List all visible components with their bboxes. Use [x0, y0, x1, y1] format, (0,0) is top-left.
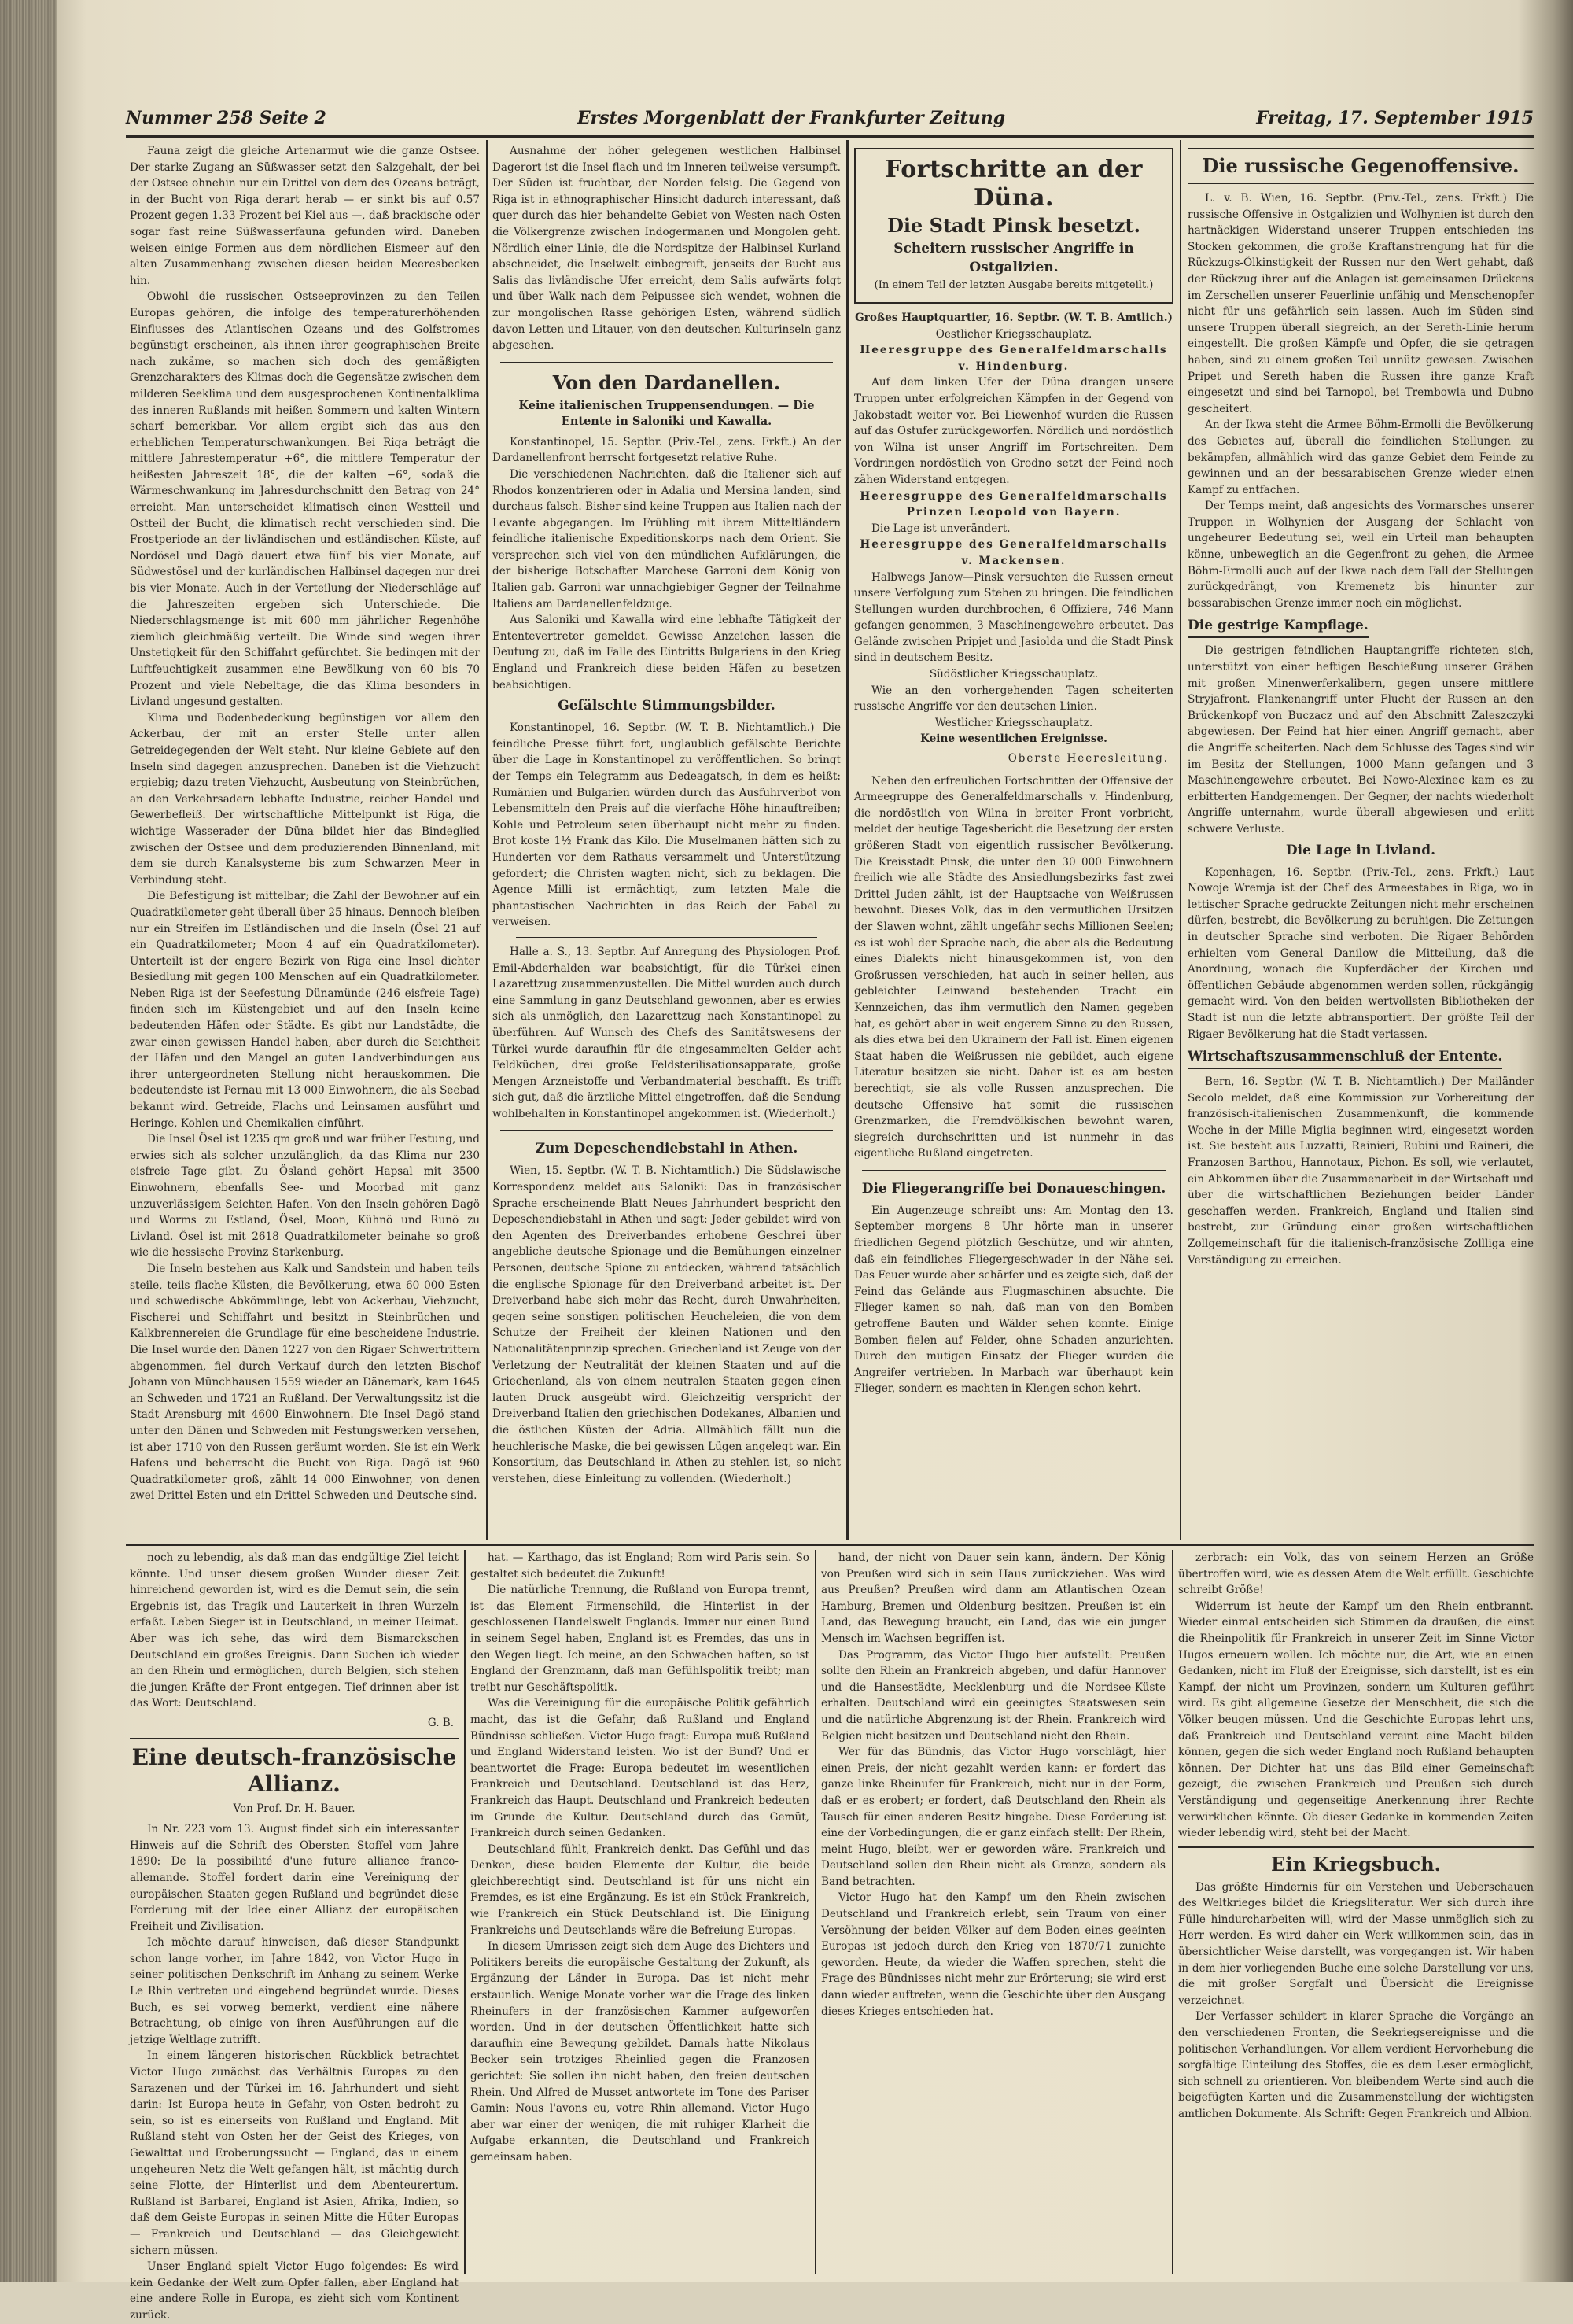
feuilleton-paragraph: In Nr. 223 vom 13. August findet sich ein interessanter Hinweis auf die Schrift des Obersten Stoffel vom Jahre 1890: De la possibilité d'une future alliance franco-allemande. Stoffel fordert darin eine Vereinigung der europäischen Staaten gegen Rußland und begründet diese Forderung mit der Idee einer Allianz der europäischen Freiheit und Zivilisation. — [130, 1823, 459, 1933]
col4-paragraph: Die gestrigen feindlichen Hauptangriffe richteten sich, unterstützt von einer heftigen Beschießung unserer Gräben mit großen Minenwerferkalibern, gegen unsere mittlere Stryjafront. Flankenangriff unter Flucht der Russen an den Brückenkopf von Buczacz und auf den Abschnitt Zaleszczyki abgewiesen. Der Feind hat hier einen Angriff gemacht, aber die Angriffe scheiterten. Nach dem Schlusse des Tages sind wir im Besitz der Stellungen, 1000 Mann gefangen und 3 Maschinengewehre erbeutet. Bei Nowo-Alexinec kam es zu erbitterten Handgemengen. Der Gegner, der nachts wiederholt Angriffe unternahm, wurde überall abgewiesen und erlitt schwere Verluste. — [1188, 644, 1534, 836]
separator — [130, 1738, 459, 1739]
army-group-mackensen: Heeresgruppe des Generalfeldmarschalls v. Mackensen. — [860, 538, 1168, 567]
col2-paragraph: Konstantinopel, 16. Septbr. (W. T. B. Nichtamtlich.) Die feindliche Presse führt fort, unglaublich gefälschte Berichte über die Lage in Konstantinopel zu veröffentlichen. So bringt der Temps ein Telegramm aus Dedeagatsch, in dem es heißt: Rumänien und Bulgarien würden durch das Ausfuhrverbot von Lebensmitteln den Preis auf die vierfache Höhe hinauftreiben; Kohle und Petroleum seien überhaupt nicht mehr zu finden. Brot koste 1½ Frank das Kilo. Die Muselmanen hätten sich zu Hunderten vor dem Rathaus versammelt und Unterstützung gefordert; die Christen wagten nicht, sich zu beklagen. Die Agence Milli ist ermächtigt, zum letzten Male die phantastischen Nachrichten in das Reich der Fabel zu verweisen. — [492, 721, 841, 929]
feuilleton-paragraph: Wer für das Bündnis, das Victor Hugo vorschlägt, hier einen Preis, der nicht gezahlt werden kann: er fordert das ganze linke Rheinufer für Frankreich, nicht nur in der Form, daß er es erobert; er fordert, daß Deutschland den Rhein als Tausch für einen anderen Besitz hingebe. Diese Forderung ist eine der Vorbedingungen, die er ganz einfach stellt: Der Rhein, meint Hugo, bleibt, wer er geworden wäre. Frankreich und Deutschland sollen den Rhein nicht als Grenze, sondern als Band betrachten. — [821, 1746, 1166, 1888]
col2-paragraph: Wien, 15. Septbr. (W. T. B. Nichtamtlich.) Die Südslawische Korrespondenz meldet aus Saloniki: Das in französischer Sprache erscheinende Blatt Neues Jahrhundert bespricht den Depeschendiebstahl in Athen und sagt: Jeder gebildet wird von den Agenten des Dreiverbandes erhobene Geschrei über angebliche deutsche Spionage und die Bemühungen einzelner Personen, deutsche Spione zu entdecken, während tatsächlich die englische Spionage für den Dreiverband arbeitet ist. Der Dreiverband habe sich mehr das Recht, durch Unwahrheiten, gegen seine sonstigen politischen Heucheleien, die von dem Schutze der Freiheit der kleinen Nationen und den Nationalitätenprinzip sprechen. Griechenland ist Zeuge von der Verletzung der Neutralität der kleinen Staaten und auf die Griechenland, als von einem neutralen Staaten gegen einen lauten Druck ausgeübt wird. Gleichzeitig verspricht der Dreiverband Italien den griechischen Dodekanes, Albanien und die östlichen Küsten der Adria. Allmählich fällt nun die heuchlerische Maske, die bei gewissen Lügen angelegt war. Ein Konsortium, das Deutschland in Athen zu stehlen ist, so nicht verstehen, diese Einleitung zu vollenden. (Wiederholt.) — [492, 1164, 841, 1485]
author-initials: G. B. — [427, 1716, 454, 1729]
column-rule-1 — [486, 140, 488, 1540]
bottom-column-3 — [821, 1550, 1166, 2270]
headline-dardanellen: Von den Dardanellen. — [552, 371, 781, 394]
headline-allianz: Eine deutsch-französische Allianz. — [131, 1743, 457, 1797]
section-east: Oestlicher Kriegsschauplatz. — [935, 327, 1092, 341]
feuilleton-intro: noch zu lebendig, als daß man das endgültige Ziel leicht könnte. Und unser diesem großen Wunder dieser Zeit hinreichend geworden ist, wird es die Demut sein, die sein Ergebnis ist, das Tragik und Lauterkeit in ihren Wurzeln erfaßt. Leben Sieger ist in Deutschland, in meiner Heimat. Aber was ich sehe, das wird dem Bismarckschen Deutschland ein großes Ereignis. Dann Suchen ich wieder an den Rhein und ermöglichen, durch Belgien, sich stehen die jungen Kräfte der Front entgegen. Tief drinnen aber ist das Wort: Deutschland. — [130, 1551, 459, 1710]
headline-fliegerangriffe: Die Fliegerangriffe bei Donaueschingen. — [861, 1180, 1166, 1197]
signature-ohl: Oberste Heeresleitung. — [1008, 752, 1169, 765]
army-group-leopold: Heeresgruppe des Generalfeldmarschalls Prinzen Leopold von Bayern. — [860, 489, 1168, 519]
bottom-rule-3 — [1172, 1550, 1173, 2274]
separator — [516, 937, 817, 938]
note-previous-edition: (In einem Teil der letzten Ausgabe bereits mitgeteilt.) — [874, 279, 1154, 291]
col1-paragraph: Die Inseln bestehen aus Kalk und Sandstein und haben teils steile, teils flache Küsten, die Bevölkerung, etwa 60 000 Esten und schwedische Abkömmlinge, lebt von Ackerbau, Viehzucht, Fischerei und Schiffahrt und besitzt in Steinbrüchen und Kalkbrennereien die Grundlage für eine bescheidene Industrie. Die Insel wurde den Dänen 1227 von den Rigaer Schwertrittern abgenommen, fiel durch Verkauf durch den letzten Bischof Johann von Münchhausen 1559 wieder an Dänemark, kam 1645 an Schweden und 1721 an Rußland. Der Verwaltungssitz ist die Stadt Arensburg mit 4600 Einwohnern. Die Insel Dagö stand unter den Dänen und Schweden mit Festungswerken versehen, ist aber 1710 von den Russen geräumt worden. Sie ist ein Werk Hafens und beherrscht die Bucht von Riga. Dagö ist 960 Quadratkilometer groß, zählt 14 000 Einwohner, von denen zwei Drittel Esten und ein Drittel Schweden und Deutsche sind. — [130, 1262, 480, 1503]
feuilleton-paragraph: Deutschland fühlt, Frankreich denkt. Das Gefühl und das Denken, diese beiden Elemente der Kultur, die beide gleichberechtigt sind. Deutschland ist für uns nicht ein Fremdes, es ist eine Ergänzung. Es ist ein Stück Frankreich, wie Frankreich ein Stück Deutschland ist. Die Einigung Frankreichs und Deutschlands wäre die Befreiung Europas. — [470, 1843, 809, 1937]
feuilleton-paragraph: Das Programm, das Victor Hugo hier aufstellt: Preußen sollte den Rhein an Frankreich abgeben, und dafür Hannover und die Hansestädte, Mecklenburg und die Nordsee-Küste erhalten. Deutschland wird ein geeinigtes Staatswesen sein und die natürliche Abgrenzung ist der Rhein. Frankreich wird Belgien nicht besitzen und Deutschland nicht den Rhein. — [821, 1648, 1166, 1743]
feuilleton-paragraph: zerbrach: ein Volk, das von seinem Herzen an Größe übertroffen wird, wie es dessen Atem die Welt erfüllt. Geschichte schreibt Größe! — [1178, 1551, 1534, 1597]
col4-paragraph: An der Ikwa steht die Armee Böhm-Ermolli die Bevölkerung des Gebietes auf, überall die feindlichen Stellungen zu bekämpfen, allmählich wird das ganze Gebiet dem Feinde zu gewinnen und an der bessarabischen Grenze wieder einen Kampf zu entfachen. — [1188, 419, 1534, 496]
col1-paragraph: Fauna zeigt die gleiche Artenarmut wie die ganze Ostsee. Der starke Zugang an Süßwasser setzt den Salzgehalt, der bei der Ostsee ohnehin nur ein Drittel von dem des Ozeans beträgt, in der Bucht von Riga derart herab — er sinkt bis auf 0.57 Prozent gegen 1.33 Prozent bei Kiel aus —, daß brackische oder sogar fast reine Süßwasserfauna gefunden wird. Daneben weisen einige Formen aus dem nördlichen Eismeer auf den alten Zusammenhang zwischen diesen beiden Meeresbecken hin. — [130, 145, 480, 287]
separator — [500, 1130, 833, 1131]
masthead-rule — [126, 135, 1534, 138]
separator — [1178, 1846, 1534, 1848]
feuilleton-paragraph: Was die Vereinigung für die europäische Politik gefährlich macht, das ist die Gefahr, daß Rußland und England Bündnisse schließen. Victor Hugo fragt: Europa muß Rußland und England Widerstand leisten. Wo ist der Bund? Und er beantwortet die Frage: Europa bedeutet im wesentlichen Frankreich und Deutschland. Deutschland ist das Herz, Frankreich das Haupt. Deutschland und Frankreich bedeuten im Grunde die Kultur. Deutschland durch das Gemüt, Frankreich durch seinen Gedanken. — [470, 1697, 809, 1840]
col2-paragraph: Aus Saloniki und Kawalla wird eine lebhafte Tätigkeit der Ententevertreter gemeldet. Gewisse Anzeichen lassen die Deutung zu, daß im Falle des Eintritts Bulgariens in den Krieg England und Frankreich diese beiden Häfen zu besetzen beabsichtigen. — [492, 614, 841, 692]
separator — [862, 1170, 1166, 1171]
column-rule-3 — [1180, 140, 1181, 1540]
separator — [500, 362, 833, 363]
commentary-paragraph: Neben den erfreulichen Fortschritten der Offensive der Armeegruppe des Generalfeldmarschalls v. Hindenburg, die nordöstlich von Wilna in breiter Front vorbricht, meldet der heutige Tagesbericht die Besetzung der ersten größeren Stadt von eigentlich russischer Bevölkerung. Die Kreisstadt Pinsk, die unter den 30 000 Einwohnern freilich wie alle Städte des Ansiedlungsbezirks fast zwei Drittel Juden zählt, ist der Hauptsache von Weißrussen bewohnt. Dieses Volk, das in den vermutlichen Ursitzen der Slawen wohnt, zählt ungefähr sechs Millionen Seelen; es ist wohl der Sprache nach, die aber als die Bedeutung eines Dialekts nicht hinausgekommen ist, von den Großrussen verschieden, hat auch in seiner hellen, aus gebleichter Leinwand bestehenden Tracht ein Kennzeichen, das ihm vermutlich den Namen gegeben hat, es gehört aber in weit engerem Sinne zu den Russen, als dies etwa bei den Ukrainern der Fall ist. Einen eigenen Staat haben die Weißrussen nie gebildet, auch eigene Literatur besitzen sie nicht. Daher ist es am besten berechtigt, sie als volle Russen anzusprechen. Die deutsche Offensive hat somit die russischen Grenzmarken, die Fremdvölkischen bewohnt waren, siegreich durchschritten und ist nunmehr in das eigentliche Rußland eingetreten. — [854, 774, 1173, 1160]
col1-paragraph: Die Befestigung ist mittelbar; die Zahl der Bewohner auf ein Quadratkilometer geht überall über 25 hinaus. Dennoch bleiben nur ein Streifen im Estländischen und die Inseln (Ösel 21 auf ein Quadratkilometer; Moon 4 auf ein Quadratkilometer). Unterteilt ist der engere Bezirk von Riga eine Insel dichter Besiedlung mit gegen 100 Menschen auf ein Quadratkilometer. Neben Riga ist der Seefestung Dünamünde (246 eisfreie Tage) finden sich im Küstengebiet und auf den Inseln keine bedeutenden Häfen oder Städte. Es gibt nur Landstädte, die zwar einen gewissen Handel haben, aber durch die Seichtheit der Häfen und den Mangel an guten Landverbindungen aus ihrer untergeordneten Stellung nicht herauskommen. Die bedeutendste ist Pernau mit 13 000 Einwohnern, die als Seebad bekannt wird. Getreide, Flachs und Leinsamen ausführt und Heringe, Kohlen und Chemikalien einführt. — [130, 890, 480, 1130]
bottom-column-4 — [1178, 1550, 1534, 2270]
headline-livland: Die Lage in Livland. — [1285, 842, 1436, 858]
column-2 — [492, 143, 841, 1540]
issue-page-label: Nummer 258 Seite 2 — [126, 108, 326, 128]
army-group-hindenburg: Heeresgruppe des Generalfeldmarschalls v. Hindenburg. — [860, 344, 1168, 373]
headline-pinsk: Die Stadt Pinsk besetzt. — [887, 214, 1140, 237]
headline-stimmungsbilder: Gefälschte Stimmungsbilder. — [558, 698, 775, 714]
bottom-rule-2 — [815, 1550, 816, 2274]
column-rule-2 — [846, 140, 849, 1540]
section-west: Westlicher Kriegsschauplatz. — [934, 716, 1093, 729]
issue-date: Freitag, 17. September 1915 — [1256, 108, 1534, 128]
book-binding — [0, 0, 57, 2282]
newspaper-title: Erstes Morgenblatt der Frankfurter Zeitung — [577, 108, 1006, 128]
col1-paragraph: Obwohl die russischen Ostseeprovinzen zu den Teilen Europas gehören, die infolge des temperaturerhöhenden Einflusses des Atlantischen Ozeans und des Golfstromes begünstigt erscheinen, als ihnen ihrer geographischen Breite nach zukäme, so machen sich doch des gemäßigten Grenzcharakters des Klimas doch die Gegensätze zwischen dem milderen Seeklima und dem ausgesprochenen Kontinentalklima des inneren Rußlands mit heißen Sommern und kalten Wintern scharf bemerkbar. Vor allem ergibt sich das aus den erheblichen Temperaturschwankungen. Bei Riga beträgt die mittlere Jahrestemperatur +6°, die mittlere Temperatur der heißesten Jahreszeit 18°, die der kalten −6°, sodaß die Wärmeschwankung im Jahresdurchschnitt den Betrag von 24° erreicht. Man unterscheidet klimatisch einen Westteil und Ostteil der Bucht, die klimatisch recht verschieden sind. Die Frostperiode an der livländischen und estländischen Küste, auf Nordösel und Dagö dauert etwa fünf bis vier Monate, auf Südwestösel und der kurländischen Halbinsel dagegen nur drei bis vier Monate. Auch in der Verteilung der Niederschläge auf die Jahreszeiten ergeben sich Unterschiede. Die Niederschlagsmenge ist mit 600 mm jährlicher Regenhöhe ziemlich gleichmäßig verteilt. Die Winde sind wegen ihrer Unstetigkeit für den Schiffahrt gefürchtet. Sie bedingen mit der Luftfeuchtigkeit zusammen eine Bewölkung von 60 bis 70 Prozent und viele Nebeltage, die das Klima besonders in Livland ungesund gestalten. — [130, 290, 480, 709]
masthead — [126, 102, 1534, 134]
feuilleton-paragraph: Unser England spielt Victor Hugo folgendes: Es wird kein Gedanke der Welt zum Opfer fallen, aber England hat eine andere Rolle in Europa, es zieht sich vom Kontinent zurück. — [130, 2260, 459, 2322]
book-review-paragraph: Der Verfasser schildert in klarer Sprache die Vorgänge an den verschiedenen Fronten, die Seekriegsereignisse und die politischen Verhandlungen. Vor allem verdient Hervorhebung die sorgfältige Einteilung des Stoffes, die es dem Leser ermöglicht, sich schnell zu orientieren. Von bleibendem Werte sind auch die beigefügten Karten und die Zusammenstellung der wichtigsten amtlichen Dokumente. Als Schrift: Gegen Frankreich und Albion. — [1178, 2010, 1534, 2120]
col2-intro: Ausnahme der höher gelegenen westlichen Halbinsel Dagerort ist die Insel flach und im Inneren teilweise versumpft. Der Süden ist fruchtbar, der Norden felsig. Die Gegend von Riga ist in ethnographischer Hinsicht dadurch interessant, daß quer durch das hier behandelte Gebiet von Westen nach Osten die Völkergrenze zwischen Indogermanen und Mongolen geht. Nördlich einer Linie, die die Nordspitze der Halbinsel Kurland abschneidet, die Inselwelt einbegreift, jenseits der Bucht aus Salis das livländische Ufer erreicht, dem Salis aufwärts folgt und über Walk nach dem Peipussee sich wendet, wohnen die zur mongolischen Rasse gehörigen Esten, während südlich davon Letten und Litauer, von den deutschen Kulturinseln ganz abgesehen. — [492, 145, 841, 352]
report-paragraph: Keine wesentlichen Ereignisse. — [920, 732, 1107, 746]
col1-paragraph: Klima und Bodenbedeckung begünstigen vor allem den Ackerbau, der mit an erster Stelle unter allen Getreidegegenden der Welt steht. Nur kleine Gebiete auf den Inseln sind dagegen anzusprechen. Daneben ist die Viehzucht ergiebig; dazu treten Viehzucht, Ausbeutung von Steinbrüchen, an den Verkehrsadern lebhafte Industrie, reicher Handel und Gewerbefleiß. Der wirtschaftliche Mittelpunkt ist Riga, die wichtige Wasserader der Düna bildet hier das Bindeglied zwischen der Ostsee und dem produzierenden Binnenland, mit dem sie durch Kanalsysteme bis zum Schwarzen Meer in Verbindung steht. — [130, 711, 480, 887]
col1-paragraph: Die Insel Ösel ist 1235 qm groß und war früher Festung, und erwies sich als solcher unzulänglich, da das Klima nur 230 eisfreie Tage gibt. Zu Ösland gehört Hapsal mit 3500 Einwohnern, ebenfalls See- und Moorbad mit ganz unzuverlässigem Seichten Hafen. Von den Inseln gehören Dagö und Worms zu Estland, Ösel, Moon, Kühnö und Runö zu Livland. Ösel ist mit 2618 Quadratkilometer beinahe so groß wie die hessische Provinz Starkenburg. — [130, 1133, 480, 1260]
feuilleton-paragraph: Die natürliche Trennung, die Rußland von Europa trennt, ist das Element Firmenschild, die Hinterlist in der geschlossenen Handelswelt Englands. Immer nur einen Bund in seinem Segel haben, England ist es Fremdes, das uns in den Wegen liegt. Ich meine, an den Schwachen haften, so ist England der Grenzmann, daß man Gefühlspolitik treibt; man treibt nur Geschäftspolitik. — [470, 1584, 809, 1694]
headline-kampflage: Die gestrige Kampflage. — [1188, 616, 1369, 638]
fold-rule — [126, 1544, 1534, 1546]
section-southeast: Südöstlicher Kriegsschauplatz. — [929, 668, 1099, 681]
col4-paragraph: L. v. B. Wien, 16. Septbr. (Priv.-Tel., zens. Frkft.) Die russische Offensive in Ostgalizien und Wolhynien ist durch den hartnäckigen Widerstand unserer Truppen entschieden ins Stocken gekommen, die große Kraftanstrengung hat für die Rückzugs-Ölkinstigkeit der Russen nur den Wert gehabt, daß der Rückzug ihrer auf die Anlagen ist gemeinsamen Drückens im Zerschellen unserer Feuerlinie unfähig und Menschenopfer nicht für uns gefährlich sein lassen. Auch im Süden sind unsere Truppen überall siegreich, an der Sereth-Linie herum eingestellt. Die großen Kämpfe und Opfer, die sie getragen haben, sind zu einem großen Teil unnütz gewesen. Zwischen Pripet und Sereth haben die Russen ihre ganze Kraft eingesetzt und sind bei Tarnopol, bei Trembowla und Dubno gescheitert. — [1188, 192, 1534, 415]
feuilleton-paragraph: hat. — Karthago, das ist England; Rom wird Paris sein. So gestaltet sich bedeutet die Zukunft! — [470, 1551, 809, 1581]
commentary-paragraph: Ein Augenzeuge schreibt uns: Am Montag den 13. September morgens 8 Uhr hörte man in unserer friedlichen Gegend plötzlich Geschütze, und wir ahnten, daß ein feindliches Fliegergeschwader in der Nähe sei. Das Feuer wurde aber schärfer und es zeigte sich, daß der Feind das Gelände aus Flugmaschinen absuchte. Die Flieger kamen so nah, daß man von den Bomben getroffene Bauten und Wälder sehen konnte. Einige Bomben fielen auf Felder, ohne Schaden anzurichten. Durch den mutigen Einsatz der Flieger wurden die Angreifer vertrieben. In Marbach war überhaupt kein Flieger, sondern es machten in Klengen schon kehrt. — [854, 1204, 1173, 1396]
col4-paragraph: Der Temps meint, daß angesichts des Vormarsches unserer Truppen in Wolhynien der Ausgang der Schlacht von ungeheurer Bedeutung sei, weil ein Urteil man behaupten könne, unbeweglich an die Gegenfront zu gehen, die Armee Böhm-Ermolli auch auf der Ikwa nach dem Fall der Stellungen zurückgedrängt, von Kremenetz bis hinunter zur bessarabischen Grenze immer noch ein möglichst. — [1188, 500, 1534, 610]
col2-paragraph: Die verschiedenen Nachrichten, daß die Italiener sich auf Rhodos konzentrieren oder in Adalia und Mersina landen, sind durchaus falsch. Bisher sind keine Truppen aus Italien nach der Levante abgegangen. Im Frühling mit ihrem Mitteltländern feindliche italienische Expeditionskorps nach dem Orient. Sie versprechen sich viel von den mündlichen Aufklärungen, die der bisherige Botschafter Marchese Garroni dem König von Italien gab. Garroni war unnachgiebiger Gegner der Teilnahme Italiens am Dardanellenfeldzuge. — [492, 467, 841, 611]
subheadline-ostgalizien: Scheitern russischer Angriffe in Ostgalizien. — [893, 241, 1134, 275]
headline-wirtschaft: Wirtschaftszusammenschluß der Entente. — [1188, 1047, 1502, 1069]
bottom-column-1 — [130, 1550, 459, 2322]
feuilleton-paragraph: Widerrum ist heute der Kampf um den Rhein entbrannt. Wieder einmal entscheiden sich Stimmen da draußen, die einst die Rheinpolitik für Frankreich in unserer Zeit im Sinne Victor Hugos erneuern wollen. Ich möchte nur, die Art, wie an einen Gedanken, nicht im Fluß der Ereignisse, sich darstellt, ist es ein Kampf, der nicht um Provinzen, sondern um Kulturen geführt wird. Es gibt allgemeine Gesetze der Menschheit, die sich die Völker beugen müssen. Und die Geschichte Europas lehrt uns, daß Frankreich und Deutschland vereint eine Macht bilden können, gegen die sich weder England noch Rußland behaupten können. Der Dichter hat uns das Bild einer Gemeinschaft gezeigt, die zwischen Frankreich und Preußen sich durch Verständigung und gegenseitige Anerkennung ihrer Rechte verwirklichen könnte. Ob dieser Gedanke in kommenden Zeiten wieder lebendig wird, steht bei der Macht. — [1178, 1599, 1534, 1840]
column-3 — [854, 143, 1173, 1540]
headline-depeschendiebstahl: Zum Depeschendiebstahl in Athen. — [535, 1141, 798, 1157]
col4-paragraph: Bern, 16. Septbr. (W. T. B. Nichtamtlich.) Der Mailänder Secolo meldet, daß eine Kommission zur Vorbereitung der französisch-italienischen Zusammenkunft, die kommende Woche in der Mille Miglia beginnen wird, eingesetzt worden ist. Sie besteht aus Luzzatti, Rainieri, Rubini und Raineri, die Franzosen Barthou, Hannotaux, Pichon. Es soll, wie verlautet, ein Abkommen über die Zusammenarbeit in der Wirtschaft und über die wirtschaftlichen Beziehungen beider Länder geschaffen werden. Frankreich, England und Italien sind bestrebt, zur Gründung einer großen wirtschaftlichen Zollgemeinschaft für die italienisch-französische Zollliga eine Verständigung zu erreichen. — [1188, 1075, 1534, 1267]
book-review-paragraph: Das größte Hindernis für ein Verstehen und Ueberschauen des Weltkrieges bildet die Kriegsliteratur. Wer sich durch ihre Fülle hindurcharbeiten will, wird der Masse unmöglich sich zu Herr werden. Es wird daher ein Werk willkommen sein, das in übersichtlicher Weise darstellt, was vorgegangen ist. Wir haben in dem hier vorliegenden Buche eine solche Darstellung vor uns, die mit großer Sorgfalt und Übersicht die Ereignisse verzeichnet. — [1178, 1880, 1534, 2007]
col2-paragraph: Konstantinopel, 15. Septbr. (Priv.-Tel., zens. Frkft.) An der Dardanellenfront herrscht fortgesetzt relative Ruhe. — [492, 435, 841, 465]
col2-paragraph: Halle a. S., 13. Septbr. Auf Anregung des Physiologen Prof. Emil-Abderhalden war beabsichtigt, für die Türkei einen Lazarettzug zusammenzustellen. Die Mittel wurden auch durch eine Sammlung in ganz Deutschland gewonnen, aber es erwies sich als unmöglich, den Lazarettzug nach Konstantinopel zu überführen. Auf Wunsch des Chefs des Sanitätswesens der Türkei wurde daraufhin für die eingesammelten Gelder acht Feldküchen, drei große Feldsterilisationsapparate, große Mengen Arzneistoffe und Verbandmaterial beschafft. Es trifft sich gut, daß die ärztliche Mittel eingetroffen, daß die Sendung wohlbehalten in Konstantinopel angekommen ist. (Wiederholt.) — [492, 945, 841, 1120]
report-paragraph: Auf dem linken Ufer der Düna drangen unsere Truppen unter erfolgreichen Kämpfen in der Gegend von Jakobstadt weiter vor. Bei Liewenhof wurden die Russen auf das Ostufer zurückgeworfen. Nördlich und nordöstlich von Wilna ist unser Angriff im Fortschreiten. Dem Vordringen nordöstlich von Grodno setzt der Feind noch zähen Widerstand entgegen. — [854, 376, 1173, 486]
feuilleton-paragraph: In einem längeren historischen Rückblick betrachtet Victor Hugo zunächst das Verhältnis Europas zu den Sarazenen und der Türkei im 16. Jahrhundert und sieht darin: Ist Europa heute in Gefahr, von Osten bedroht zu sein, so ist es einerseits von Rußland und England. Mit Rußland steht von Osten her der Geist des Krieges, von Gewalttat und Eroberungssucht — England, das in einem ungeheuren Netz die Welt gefangen hält, ist mächtig durch seine Flotte, der Hinterlist und dem Abenteurertum. Rußland ist Barbarei, England ist Asien, Afrika, Indien, so daß dem Geiste Europas in seinen Mitte die Hüter Europas — Frankreich und Deutschland — das Gleichgewicht sichern müssen. — [130, 2049, 459, 2257]
col4-paragraph: Kopenhagen, 16. Septbr. (Priv.-Tel., zens. Frkft.) Laut Nowoje Wremja ist der Chef des Armeestabes in Riga, wo in lettischer Sprache gedruckte Zeitungen nicht mehr erscheinen dürfen, bestrebt, die Bevölkerung zu beruhigen. Die Zeitungen in deutscher Sprache sind verboten. Die Rigaer Behörden erhielten vom General Danilow die Mitteilung, daß die Anordnung, wonach die Kupferdächer der Kirchen und öffentlichen Gebäude abgenommen werden sollen, rückgängig gemacht wird. Von den beiden wertvollsten Bibliotheken der Stadt ist nun die letzte abtransportiert. Der größte Teil der Rigaer Bevölkerung hat die Stadt verlassen. — [1188, 865, 1534, 1041]
feuilleton-paragraph: In diesem Umrissen zeigt sich dem Auge des Dichters und Politikers bereits die europäische Gestaltung der Zukunft, als Ergänzung der Länder in Europa. Das ist nicht mehr erstaunlich. Wenige Monate vorher war die Frage des linken Rheinufers in der französischen Kammer aufgeworfen worden. Und in der deutschen Öffentlichkeit hatte sich daraufhin eine Bewegung gebildet. Damals hatte Nikolaus Becker sein trotziges Rheinlied gegen die Franzosen gerichtet: Sie sollen ihn nicht haben, den freien deutschen Rhein. Und Alfred de Musset antwortete im Tone des Pariser Gamin: Nous l'avons eu, votre Rhin allemand. Victor Hugo aber war einer der wenigen, die mit ruhiger Klarheit die Aufgabe erkannten, die Deutschland und Frankreich gemeinsam haben. — [470, 1940, 809, 2164]
column-1 — [130, 143, 480, 1540]
report-paragraph: Die Lage ist unverändert. — [871, 522, 1011, 535]
hq-dateline: Großes Hauptquartier, 16. Septbr. (W. T. B. Amtlich.) — [855, 312, 1173, 324]
bottom-rule-1 — [464, 1550, 466, 2274]
column-4 — [1188, 143, 1534, 1540]
headline-gegenoffensive: Die russische Gegenoffensive. — [1202, 154, 1520, 177]
headline-duena: Fortschritte an der Düna. — [885, 156, 1143, 212]
feuilleton-paragraph: Victor Hugo hat den Kampf um den Rhein zwischen Deutschland und Frankreich erlebt, sein Traum von einer Versöhnung der beiden Völker auf dem Boden eines geeinten Europas ist jedoch durch den Krieg von 1870/71 zunichte geworden. Heute, da wieder die Waffen sprechen, steht die Frage des Bündnisses nicht mehr zur Erörterung; sie wird erst dann wieder auftreten, wenn die Geschichte über den Ausgang dieses Krieges entschieden hat. — [821, 1891, 1166, 2018]
report-paragraph: Halbwegs Janow—Pinsk versuchten die Russen erneut unsere Verfolgung zum Stehen zu bringen. Die feindlichen Stellungen wurden durchbrochen, 6 Offiziere, 746 Mann gefangen genommen, 3 Maschinengewehre erbeutet. Das Gelände zwischen Pripjet und Jasiolda und die Stadt Pinsk sind in deutschem Besitz. — [854, 570, 1173, 665]
headline-kriegsbuch: Ein Kriegsbuch. — [1270, 1852, 1442, 1876]
headline-box — [854, 148, 1173, 304]
headline-box — [1188, 148, 1534, 184]
report-paragraph: Wie an den vorhergehenden Tagen scheiterten russische Angriffe vor den deutschen Linien. — [854, 684, 1173, 714]
feuilleton-paragraph: Ich möchte darauf hinweisen, daß dieser Standpunkt schon lange vorher, im Jahre 1842, von Victor Hugo in seiner politischen Denkschrift im Anhang zu seinem Werke Le Rhin vertreten und eingehend begründet wurde. Dieses Buch, es sei vorweg bemerkt, verdient eine nähere Betrachtung, ob einige von ihren Ausführungen auf die jetzige Weltlage zutrifft. — [130, 1936, 459, 2046]
subheadline-dardanellen: Keine italienischen Truppensendungen. — Die Entente in Saloniki und Kawalla. — [518, 398, 815, 428]
bottom-column-2 — [470, 1550, 809, 2270]
byline-bauer: Von Prof. Dr. H. Bauer. — [233, 1802, 355, 1815]
feuilleton-paragraph: hand, der nicht von Dauer sein kann, ändern. Der König von Preußen wird sich in sein Haus zurückziehen. Was wird aus Preußen? Preußen wird dann am Atlantischen Ozean Hamburg, Bremen und Oldenburg besitzen. Preußen ist ein Land, das Bewegung braucht, ein Land, das wie ein junger Mensch im Wachsen begriffen ist. — [821, 1551, 1166, 1645]
